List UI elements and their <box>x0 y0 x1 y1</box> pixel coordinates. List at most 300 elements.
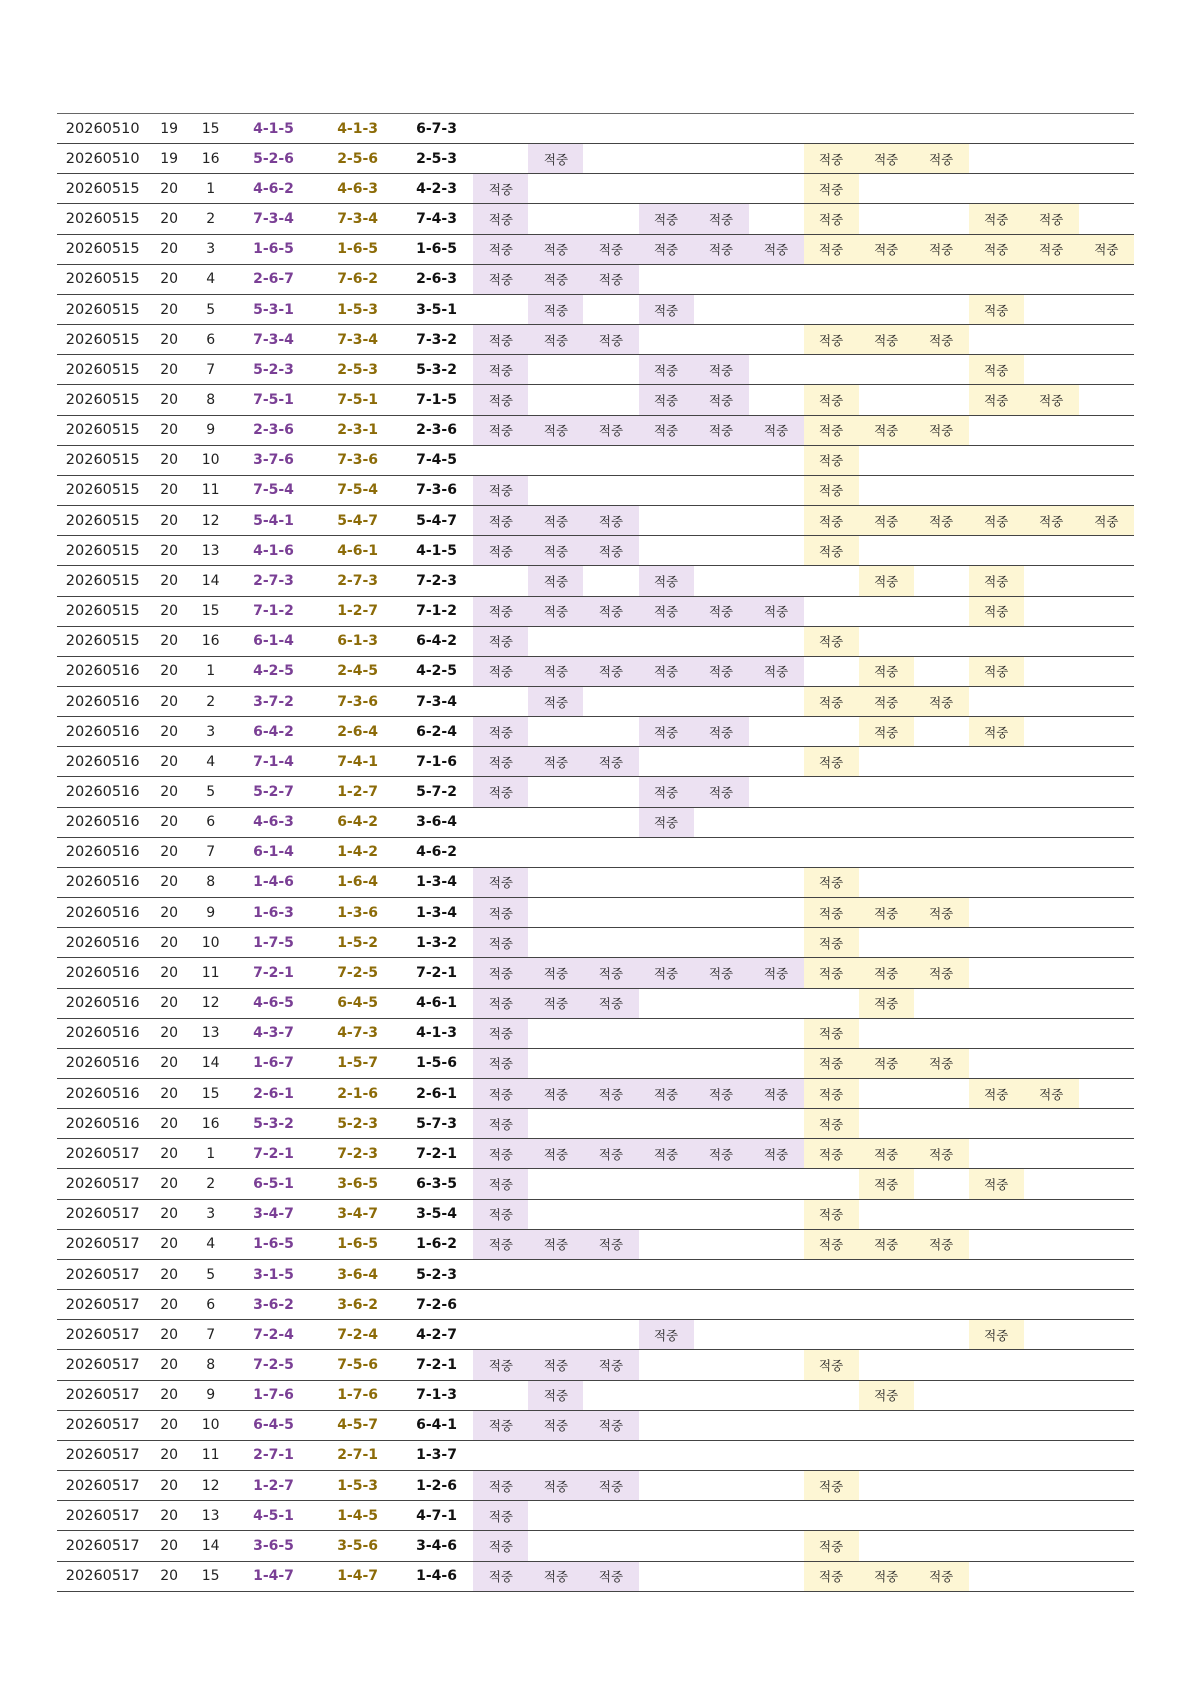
hit-cell <box>1024 837 1079 867</box>
hit-cell <box>859 626 914 656</box>
hit-cell <box>1079 1501 1134 1531</box>
round-cell: 20 <box>148 686 190 716</box>
hit-cell <box>694 566 749 596</box>
hit-cell: 적중 <box>639 234 694 264</box>
hit-cell <box>859 867 914 897</box>
race-cell: 7 <box>190 1320 232 1350</box>
hit-cell <box>694 1410 749 1440</box>
hit-cell <box>859 355 914 385</box>
hit-cell <box>749 294 804 324</box>
table-row <box>57 777 1134 807</box>
hit-cell <box>583 1109 638 1139</box>
hit-cell <box>749 717 804 747</box>
hit-cell: 적중 <box>473 1410 528 1440</box>
date-cell: 20260517 <box>57 1501 148 1531</box>
date-cell: 20260515 <box>57 355 148 385</box>
pick-b-cell: 7-4-1 <box>316 747 400 777</box>
hit-cell <box>1024 174 1079 204</box>
hit-cell <box>1024 264 1079 294</box>
hit-cell <box>639 1501 694 1531</box>
table-row <box>57 1380 1134 1410</box>
hit-cell <box>969 1290 1024 1320</box>
hit-cell <box>749 325 804 355</box>
result-cell: 3-4-6 <box>400 1531 474 1561</box>
pick-b-cell: 6-4-2 <box>316 807 400 837</box>
hit-cell <box>1079 807 1134 837</box>
hit-cell <box>583 898 638 928</box>
hit-cell <box>914 1018 969 1048</box>
hit-cell <box>969 1531 1024 1561</box>
hit-cell <box>1079 867 1134 897</box>
date-cell: 20260515 <box>57 385 148 415</box>
race-cell: 3 <box>190 717 232 747</box>
hit-cell <box>1079 264 1134 294</box>
hit-cell <box>528 1320 583 1350</box>
hit-cell: 적중 <box>804 958 859 988</box>
hit-cell <box>1079 656 1134 686</box>
hit-cell <box>528 174 583 204</box>
hit-cell: 적중 <box>749 596 804 626</box>
date-cell: 20260515 <box>57 445 148 475</box>
race-cell: 4 <box>190 1229 232 1259</box>
race-cell: 9 <box>190 1380 232 1410</box>
hit-cell <box>473 1320 528 1350</box>
hit-cell: 적중 <box>969 234 1024 264</box>
hit-cell: 적중 <box>859 1229 914 1259</box>
hit-cell: 적중 <box>804 415 859 445</box>
hit-cell <box>639 1018 694 1048</box>
hit-cell <box>1024 114 1079 144</box>
round-cell: 20 <box>148 1169 190 1199</box>
hit-cell <box>914 204 969 234</box>
hit-cell: 적중 <box>473 1109 528 1139</box>
pick-b-cell: 1-5-3 <box>316 1471 400 1501</box>
hit-cell: 적중 <box>804 747 859 777</box>
table-row <box>57 325 1134 355</box>
hit-cell <box>583 1320 638 1350</box>
hit-cell: 적중 <box>804 536 859 566</box>
round-cell: 20 <box>148 928 190 958</box>
date-cell: 20260515 <box>57 234 148 264</box>
hit-cell <box>528 1109 583 1139</box>
pick-a-cell: 3-1-5 <box>231 1259 315 1289</box>
result-cell: 7-2-3 <box>400 566 474 596</box>
hit-cell: 적중 <box>804 1109 859 1139</box>
hit-cell <box>583 686 638 716</box>
date-cell: 20260516 <box>57 1048 148 1078</box>
hit-cell <box>969 1229 1024 1259</box>
date-cell: 20260516 <box>57 837 148 867</box>
hit-cell <box>1024 325 1079 355</box>
hit-cell <box>1024 294 1079 324</box>
hit-cell: 적중 <box>804 928 859 958</box>
hit-cell <box>1079 144 1134 174</box>
hit-cell <box>1079 566 1134 596</box>
hit-cell <box>859 807 914 837</box>
hit-cell <box>639 536 694 566</box>
hit-cell <box>804 1380 859 1410</box>
hit-cell <box>859 475 914 505</box>
pick-b-cell: 7-5-1 <box>316 385 400 415</box>
date-cell: 20260515 <box>57 475 148 505</box>
hit-cell <box>1024 1139 1079 1169</box>
hit-cell: 적중 <box>804 1079 859 1109</box>
hit-cell <box>1079 1199 1134 1229</box>
hit-cell: 적중 <box>804 1048 859 1078</box>
pick-a-cell: 4-6-3 <box>231 807 315 837</box>
hit-cell: 적중 <box>583 988 638 1018</box>
hit-cell: 적중 <box>583 1471 638 1501</box>
hit-cell <box>583 1018 638 1048</box>
hit-cell <box>914 536 969 566</box>
pick-a-cell: 4-1-5 <box>231 114 315 144</box>
hit-cell <box>528 898 583 928</box>
table-row <box>57 475 1134 505</box>
date-cell: 20260517 <box>57 1380 148 1410</box>
hit-cell <box>694 898 749 928</box>
race-cell: 10 <box>190 445 232 475</box>
hit-cell: 적중 <box>969 1320 1024 1350</box>
pick-a-cell: 1-2-7 <box>231 1471 315 1501</box>
hit-cell: 적중 <box>639 415 694 445</box>
hit-cell: 적중 <box>473 1139 528 1169</box>
pick-a-cell: 7-3-4 <box>231 204 315 234</box>
pick-a-cell: 2-6-1 <box>231 1079 315 1109</box>
hit-cell <box>528 1018 583 1048</box>
hit-cell: 적중 <box>583 506 638 536</box>
race-cell: 7 <box>190 355 232 385</box>
hit-cell <box>914 1320 969 1350</box>
pick-a-cell: 3-6-5 <box>231 1531 315 1561</box>
pick-a-cell: 1-6-3 <box>231 898 315 928</box>
race-cell: 5 <box>190 1259 232 1289</box>
hit-cell: 적중 <box>969 355 1024 385</box>
hit-cell <box>1079 1169 1134 1199</box>
hit-cell: 적중 <box>969 294 1024 324</box>
hit-cell: 적중 <box>583 596 638 626</box>
hit-cell: 적중 <box>804 325 859 355</box>
hit-cell <box>804 1440 859 1470</box>
hit-cell <box>749 1561 804 1591</box>
table-row <box>57 1471 1134 1501</box>
table-row <box>57 1199 1134 1229</box>
table-row <box>57 988 1134 1018</box>
hit-cell: 적중 <box>969 1079 1024 1109</box>
hit-cell <box>914 656 969 686</box>
hit-cell <box>528 1259 583 1289</box>
hit-cell <box>473 807 528 837</box>
hit-cell <box>694 1440 749 1470</box>
hit-cell <box>694 144 749 174</box>
pick-b-cell: 2-7-1 <box>316 1440 400 1470</box>
hit-cell <box>1024 144 1079 174</box>
hit-cell <box>1079 1079 1134 1109</box>
round-cell: 20 <box>148 1410 190 1440</box>
round-cell: 20 <box>148 717 190 747</box>
hit-cell: 적중 <box>473 747 528 777</box>
hit-cell: 적중 <box>914 144 969 174</box>
pick-a-cell: 3-7-6 <box>231 445 315 475</box>
table-row <box>57 536 1134 566</box>
race-cell: 1 <box>190 1139 232 1169</box>
date-cell: 20260516 <box>57 928 148 958</box>
table-row <box>57 1259 1134 1289</box>
hit-cell <box>583 1048 638 1078</box>
hit-cell <box>528 1290 583 1320</box>
pick-a-cell: 6-5-1 <box>231 1169 315 1199</box>
hit-cell: 적중 <box>859 415 914 445</box>
pick-a-cell: 1-6-5 <box>231 234 315 264</box>
hit-cell <box>583 385 638 415</box>
hit-cell: 적중 <box>473 928 528 958</box>
table-row <box>57 1229 1134 1259</box>
hit-cell <box>969 536 1024 566</box>
hit-cell <box>694 536 749 566</box>
hit-cell: 적중 <box>528 325 583 355</box>
hit-cell <box>528 928 583 958</box>
table-row <box>57 385 1134 415</box>
result-cell: 7-4-5 <box>400 445 474 475</box>
hit-cell <box>639 686 694 716</box>
round-cell: 19 <box>148 144 190 174</box>
hit-cell: 적중 <box>473 717 528 747</box>
hit-cell <box>1024 898 1079 928</box>
hit-cell <box>749 686 804 716</box>
hit-cell <box>749 1048 804 1078</box>
hit-cell <box>1079 958 1134 988</box>
round-cell: 20 <box>148 445 190 475</box>
hit-cell <box>694 1290 749 1320</box>
hit-cell <box>914 1531 969 1561</box>
hit-cell: 적중 <box>639 656 694 686</box>
race-cell: 8 <box>190 385 232 415</box>
hit-cell <box>694 928 749 958</box>
hit-cell: 적중 <box>528 958 583 988</box>
hit-cell <box>969 1048 1024 1078</box>
race-cell: 13 <box>190 1501 232 1531</box>
round-cell: 20 <box>148 1259 190 1289</box>
hit-cell: 적중 <box>969 566 1024 596</box>
result-cell: 1-2-6 <box>400 1471 474 1501</box>
pick-a-cell: 4-3-7 <box>231 1018 315 1048</box>
hit-cell: 적중 <box>473 174 528 204</box>
hit-cell: 적중 <box>914 1139 969 1169</box>
hit-cell <box>969 114 1024 144</box>
date-cell: 20260515 <box>57 294 148 324</box>
hit-cell: 적중 <box>694 596 749 626</box>
hit-cell <box>859 1471 914 1501</box>
hit-cell <box>473 1290 528 1320</box>
hit-cell <box>694 1018 749 1048</box>
hit-cell <box>749 777 804 807</box>
race-cell: 8 <box>190 867 232 897</box>
table-row <box>57 294 1134 324</box>
race-cell: 5 <box>190 294 232 324</box>
hit-cell <box>583 1440 638 1470</box>
hit-cell <box>639 114 694 144</box>
hit-cell <box>1079 536 1134 566</box>
hit-cell: 적중 <box>804 626 859 656</box>
hit-cell: 적중 <box>749 656 804 686</box>
hit-cell: 적중 <box>969 596 1024 626</box>
hit-cell <box>639 1531 694 1561</box>
date-cell: 20260515 <box>57 506 148 536</box>
result-cell: 5-2-3 <box>400 1259 474 1289</box>
hit-cell: 적중 <box>528 1229 583 1259</box>
hit-cell <box>859 1440 914 1470</box>
hit-cell: 적중 <box>1024 234 1079 264</box>
round-cell: 20 <box>148 777 190 807</box>
hit-cell: 적중 <box>639 1139 694 1169</box>
pick-b-cell: 2-5-6 <box>316 144 400 174</box>
hit-cell: 적중 <box>528 1561 583 1591</box>
hit-cell <box>859 1290 914 1320</box>
date-cell: 20260515 <box>57 204 148 234</box>
hit-cell <box>1079 898 1134 928</box>
hit-cell <box>804 355 859 385</box>
round-cell: 20 <box>148 656 190 686</box>
hit-cell <box>528 445 583 475</box>
hit-cell: 적중 <box>859 1139 914 1169</box>
pick-b-cell: 1-5-3 <box>316 294 400 324</box>
round-cell: 20 <box>148 837 190 867</box>
hit-cell <box>583 1259 638 1289</box>
hit-cell <box>914 867 969 897</box>
hit-cell <box>1024 867 1079 897</box>
hit-cell: 적중 <box>473 1501 528 1531</box>
date-cell: 20260516 <box>57 867 148 897</box>
hit-cell <box>749 867 804 897</box>
race-cell: 15 <box>190 596 232 626</box>
hit-cell <box>969 867 1024 897</box>
hit-cell: 적중 <box>694 717 749 747</box>
pick-b-cell: 7-3-4 <box>316 325 400 355</box>
result-cell: 1-3-7 <box>400 1440 474 1470</box>
hit-cell <box>749 1501 804 1531</box>
result-cell: 7-3-4 <box>400 686 474 716</box>
hit-cell: 적중 <box>473 415 528 445</box>
pick-b-cell: 7-2-3 <box>316 1139 400 1169</box>
hit-cell: 적중 <box>804 144 859 174</box>
hit-cell <box>914 1380 969 1410</box>
result-cell: 7-1-3 <box>400 1380 474 1410</box>
hit-cell: 적중 <box>473 898 528 928</box>
hit-cell: 적중 <box>749 415 804 445</box>
pick-a-cell: 1-4-7 <box>231 1561 315 1591</box>
hit-cell <box>749 1440 804 1470</box>
round-cell: 20 <box>148 1229 190 1259</box>
hit-cell: 적중 <box>1024 506 1079 536</box>
hit-cell <box>583 114 638 144</box>
pick-b-cell: 2-3-1 <box>316 415 400 445</box>
hit-cell: 적중 <box>583 325 638 355</box>
result-cell: 7-4-3 <box>400 204 474 234</box>
hit-cell: 적중 <box>639 777 694 807</box>
hit-cell: 적중 <box>639 355 694 385</box>
date-cell: 20260515 <box>57 626 148 656</box>
hit-cell <box>583 475 638 505</box>
hit-cell <box>528 1199 583 1229</box>
hit-cell <box>639 928 694 958</box>
hit-cell <box>969 1471 1024 1501</box>
hit-cell <box>859 1531 914 1561</box>
date-cell: 20260517 <box>57 1320 148 1350</box>
round-cell: 20 <box>148 174 190 204</box>
race-cell: 6 <box>190 325 232 355</box>
hit-cell <box>804 1290 859 1320</box>
pick-a-cell: 7-2-5 <box>231 1350 315 1380</box>
hit-cell <box>914 807 969 837</box>
hit-cell <box>694 1199 749 1229</box>
hit-cell <box>859 204 914 234</box>
pick-b-cell: 1-4-7 <box>316 1561 400 1591</box>
result-cell: 7-2-1 <box>400 1350 474 1380</box>
hit-cell: 적중 <box>528 596 583 626</box>
pick-b-cell: 2-5-3 <box>316 355 400 385</box>
pick-b-cell: 7-5-4 <box>316 475 400 505</box>
round-cell: 19 <box>148 114 190 144</box>
hit-cell <box>694 1501 749 1531</box>
table-row <box>57 1531 1134 1561</box>
hit-cell <box>914 445 969 475</box>
round-cell: 20 <box>148 415 190 445</box>
hit-cell <box>859 928 914 958</box>
hit-cell <box>528 1440 583 1470</box>
hit-cell <box>1024 747 1079 777</box>
hit-cell <box>1024 1259 1079 1289</box>
hit-cell <box>914 1079 969 1109</box>
pick-b-cell: 1-3-6 <box>316 898 400 928</box>
hit-cell <box>749 445 804 475</box>
hit-cell <box>859 1410 914 1440</box>
hit-cell: 적중 <box>694 1139 749 1169</box>
round-cell: 20 <box>148 1380 190 1410</box>
hit-cell <box>969 475 1024 505</box>
pick-b-cell: 2-7-3 <box>316 566 400 596</box>
pick-b-cell: 1-6-5 <box>316 234 400 264</box>
hit-cell: 적중 <box>749 234 804 264</box>
hit-cell: 적중 <box>914 325 969 355</box>
hit-cell <box>694 1109 749 1139</box>
hit-cell: 적중 <box>473 355 528 385</box>
hit-cell <box>804 988 859 1018</box>
hit-cell <box>749 747 804 777</box>
pick-a-cell: 2-7-3 <box>231 566 315 596</box>
hit-cell <box>694 1471 749 1501</box>
round-cell: 20 <box>148 234 190 264</box>
table-row <box>57 1290 1134 1320</box>
hit-cell <box>1079 686 1134 716</box>
hit-cell <box>804 1169 859 1199</box>
hit-cell <box>1079 837 1134 867</box>
hit-cell <box>639 988 694 1018</box>
hit-cell <box>473 1259 528 1289</box>
hit-cell <box>1079 1259 1134 1289</box>
hit-cell: 적중 <box>583 1561 638 1591</box>
hit-cell: 적중 <box>473 1561 528 1591</box>
hit-cell <box>749 1229 804 1259</box>
hit-cell <box>1079 928 1134 958</box>
hit-cell <box>473 144 528 174</box>
table-row <box>57 234 1134 264</box>
hit-cell <box>1024 415 1079 445</box>
result-cell: 7-1-6 <box>400 747 474 777</box>
hit-cell <box>528 807 583 837</box>
hit-cell: 적중 <box>639 566 694 596</box>
date-cell: 20260516 <box>57 958 148 988</box>
table-row <box>57 1561 1134 1591</box>
hit-cell <box>804 717 859 747</box>
